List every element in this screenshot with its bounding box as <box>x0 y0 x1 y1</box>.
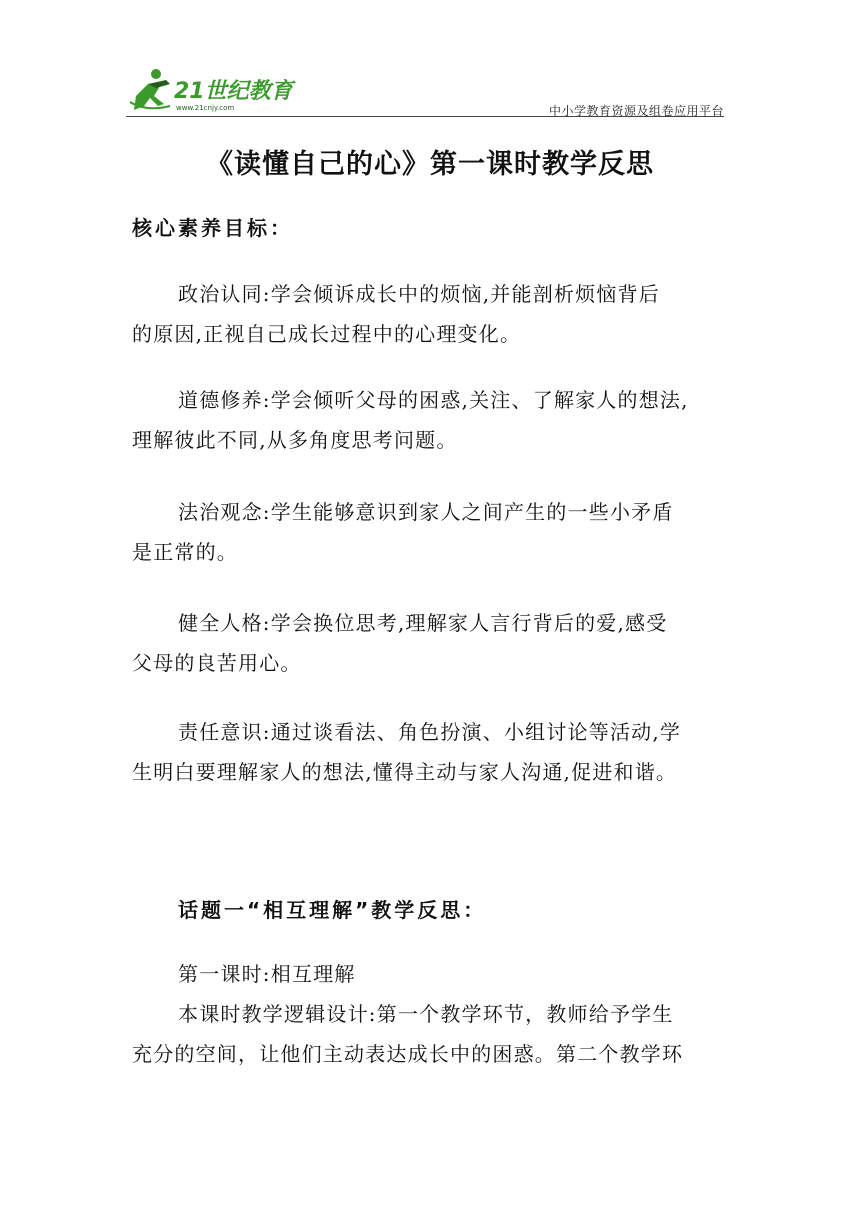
goal-paragraph-political <box>132 274 732 354</box>
lesson-paragraph <box>132 954 732 1074</box>
logo-text: 21世纪教育 <box>174 79 293 104</box>
document-title: 《读懂自己的心》第一课时教学反思 <box>206 149 654 180</box>
paragraph-line: 的原因,正视自己成长过程中的心理变化。 <box>132 322 522 346</box>
paragraph-line: 父母的良苦用心。 <box>132 651 302 675</box>
goal-paragraph-responsibility <box>132 712 732 792</box>
paragraph-line: 生明白要理解家人的想法,懂得主动与家人沟通,促进和谐。 <box>132 760 678 784</box>
lesson-label: 第一课时:相互理解 <box>178 962 356 986</box>
logo-url: www.21cnjy.com <box>176 104 235 112</box>
topic-heading: 话题一“相互理解”教学反思： <box>178 898 487 922</box>
goal-paragraph-moral <box>132 380 732 460</box>
paragraph-line: 健全人格:学会换位思考,理解家人言行背后的爱,感受 <box>178 611 668 635</box>
header-slogan: 中小学教育资源及组卷应用平台 <box>548 104 724 118</box>
paragraph-line: 责任意识:通过谈看法、角色扮演、小组讨论等活动,学 <box>178 720 682 744</box>
goal-paragraph-personality <box>132 603 732 683</box>
paragraph-line: 政治认同:学会倾诉成长中的烦恼,并能剖析烦恼背后 <box>178 282 660 306</box>
page-header <box>126 66 724 116</box>
goal-paragraph-legal <box>132 492 732 572</box>
runner-logo-icon <box>126 66 296 116</box>
paragraph-line: 充分的空间，让他们主动表达成长中的困惑。第二个教学环 <box>132 1042 684 1066</box>
paragraph-line: 法治观念:学生能够意识到家人之间产生的一些小矛盾 <box>178 500 674 524</box>
paragraph-line: 本课时教学逻辑设计:第一个教学环节，教师给予学生 <box>178 1002 674 1026</box>
paragraph-line: 理解彼此不同,从多角度思考问题。 <box>132 428 458 452</box>
paragraph-line: 道德修养:学会倾听父母的困惑,关注、了解家人的想法, <box>178 388 689 412</box>
section-heading: 核心素养目标： <box>132 216 293 240</box>
brand-logo[interactable] <box>126 66 296 116</box>
header-divider <box>126 116 724 117</box>
paragraph-line: 是正常的。 <box>132 540 238 564</box>
